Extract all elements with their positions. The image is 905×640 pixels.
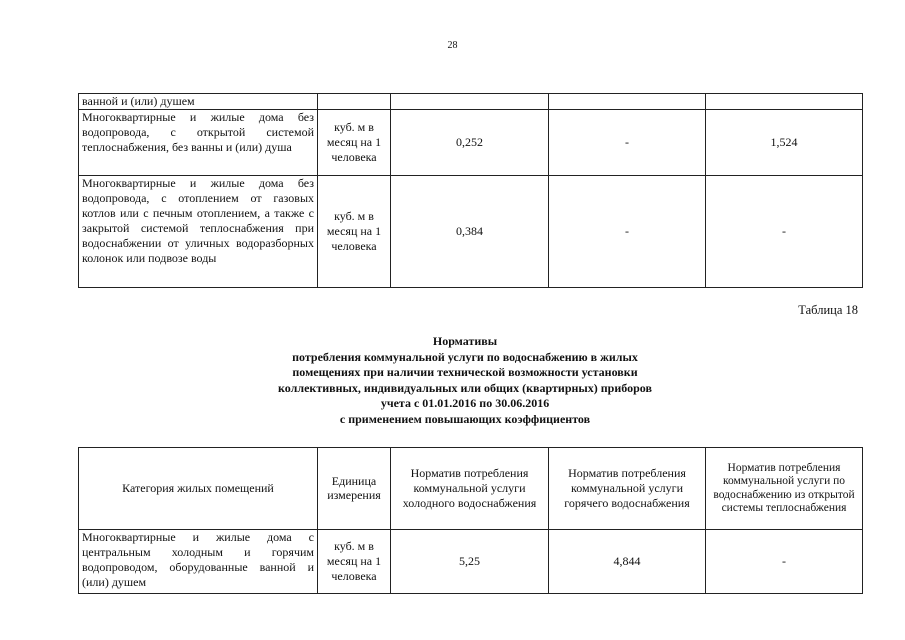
cold-value-cell: 0,384 xyxy=(391,176,549,288)
unit-cell: куб. м в месяц на 1 человека xyxy=(318,530,391,594)
header-cold: Норматив потребления коммунальной услуги холодного водоснабжения xyxy=(391,448,549,530)
category-cell: Многоквартирные и жилые дома с центральным холодным и горячим водопроводом, оборудованные ванной и (или) душем xyxy=(79,530,318,594)
cold-value-cell: 5,25 xyxy=(391,530,549,594)
hot-value-cell xyxy=(549,94,706,110)
table-header-row xyxy=(79,448,863,530)
table-row xyxy=(79,176,863,288)
title-line: коллективных, индивидуальных или общих (квартирных) приборов xyxy=(278,380,652,395)
table-row xyxy=(79,530,863,594)
cold-value-cell: 0,252 xyxy=(391,110,549,176)
hot-value-cell: - xyxy=(549,110,706,176)
unit-cell: куб. м в месяц на 1 человека xyxy=(318,176,391,288)
title-line: Нормативы xyxy=(432,334,498,348)
table-title xyxy=(180,334,750,427)
table-row xyxy=(79,94,863,110)
header-hot: Норматив потребления коммунальной услуги горячего водоснабжения xyxy=(549,448,706,530)
category-cell: Многоквартирные и жилые дома без водопровода, с открытой системой теплоснабжения, без ванны и (или) душа xyxy=(79,110,318,176)
title-line: учета с 01.01.2016 по 30.06.2016 xyxy=(380,396,550,410)
hot-value-cell: 4,844 xyxy=(549,530,706,594)
category-cell: ванной и (или) душем xyxy=(79,94,318,110)
title-line: с применением повышающих коэффициентов xyxy=(339,411,591,426)
hot-value-cell: - xyxy=(549,176,706,288)
unit-cell: куб. м в месяц на 1 человека xyxy=(318,110,391,176)
table-continued xyxy=(78,93,863,288)
table-number-label: Таблица 18 xyxy=(798,303,858,317)
open-value-cell xyxy=(706,94,863,110)
category-cell: Многоквартирные и жилые дома без водопровода, с отоплением от газовых котлов или с печным отоплением, а также с закрытой системой теплоснабжения при водоснабжении от уличных водоразборных колонок или подвозе воды xyxy=(79,176,318,288)
open-value-cell: 1,524 xyxy=(706,110,863,176)
unit-cell xyxy=(318,94,391,110)
table-row xyxy=(79,110,863,176)
title-line: помещениях при наличии технической возможности установки xyxy=(292,365,638,379)
header-unit: Единица измерения xyxy=(318,448,391,530)
open-value-cell: - xyxy=(706,530,863,594)
table-main xyxy=(78,447,863,594)
header-open: Норматив потребления коммунальной услуги по водоснабжению из открытой системы теплоснабжения xyxy=(706,448,863,530)
title-line: потребления коммунальной услуги по водоснабжению в жилых xyxy=(292,349,638,364)
page-number: 28 xyxy=(447,40,458,51)
header-category: Категория жилых помещений xyxy=(79,448,318,530)
open-value-cell: - xyxy=(706,176,863,288)
cold-value-cell xyxy=(391,94,549,110)
